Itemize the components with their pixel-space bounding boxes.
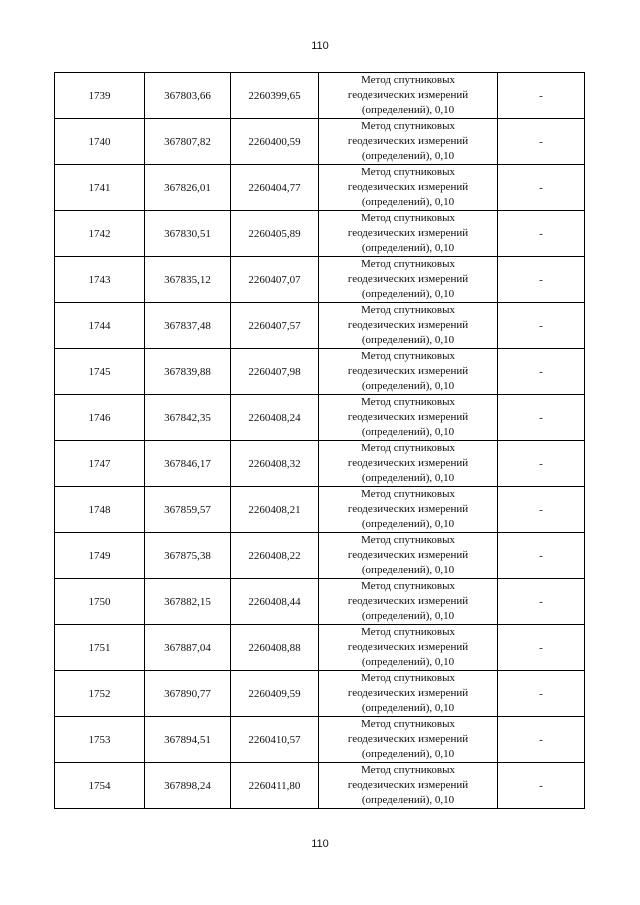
method-cell [319,579,498,625]
table-row [55,349,585,395]
point-number-cell: 1742 [55,211,145,257]
y-coordinate-cell: 2260411,80 [231,763,319,809]
x-coordinate-cell: 367842,35 [145,395,231,441]
method-cell [319,257,498,303]
table-row [55,303,585,349]
y-coordinate-cell: 2260408,21 [231,487,319,533]
method-cell [319,717,498,763]
point-number-cell: 1752 [55,671,145,717]
method-text: Метод спутниковых геодезических измерений (определений), 0,10 [347,718,469,760]
x-coordinate-cell: 367887,04 [145,625,231,671]
point-number-cell: 1748 [55,487,145,533]
point-number-cell: 1744 [55,303,145,349]
x-coordinate-cell: 367846,17 [145,441,231,487]
method-text: Метод спутниковых геодезических измерений (определений), 0,10 [347,396,469,438]
coordinates-table [54,72,585,809]
method-text: Метод спутниковых геодезических измерений (определений), 0,10 [347,74,469,116]
note-cell: - [498,487,585,533]
table-row [55,119,585,165]
method-cell [319,303,498,349]
method-cell [319,395,498,441]
point-number-cell: 1740 [55,119,145,165]
x-coordinate-cell: 367875,38 [145,533,231,579]
point-number-cell: 1747 [55,441,145,487]
x-coordinate-cell: 367835,12 [145,257,231,303]
note-cell: - [498,303,585,349]
y-coordinate-cell: 2260408,24 [231,395,319,441]
x-coordinate-cell: 367826,01 [145,165,231,211]
table-row [55,671,585,717]
method-cell [319,211,498,257]
point-number-cell: 1750 [55,579,145,625]
x-coordinate-cell: 367830,51 [145,211,231,257]
table-row [55,257,585,303]
table-row [55,763,585,809]
method-text: Метод спутниковых геодезических измерений (определений), 0,10 [347,442,469,484]
note-cell: - [498,625,585,671]
table-row [55,533,585,579]
table-row [55,73,585,119]
y-coordinate-cell: 2260408,88 [231,625,319,671]
note-cell: - [498,441,585,487]
point-number-cell: 1746 [55,395,145,441]
method-text: Метод спутниковых геодезических измерений (определений), 0,10 [347,764,469,806]
note-cell: - [498,257,585,303]
x-coordinate-cell: 367807,82 [145,119,231,165]
table-row [55,395,585,441]
note-cell: - [498,349,585,395]
method-text: Метод спутниковых геодезических измерений (определений), 0,10 [347,120,469,162]
y-coordinate-cell: 2260400,59 [231,119,319,165]
y-coordinate-cell: 2260407,07 [231,257,319,303]
y-coordinate-cell: 2260405,89 [231,211,319,257]
y-coordinate-cell: 2260407,98 [231,349,319,395]
method-cell [319,625,498,671]
coordinates-table-body [55,73,585,809]
point-number-cell: 1754 [55,763,145,809]
x-coordinate-cell: 367837,48 [145,303,231,349]
method-text: Метод спутниковых геодезических измерений (определений), 0,10 [347,626,469,668]
point-number-cell: 1739 [55,73,145,119]
method-cell [319,73,498,119]
point-number-cell: 1749 [55,533,145,579]
x-coordinate-cell: 367882,15 [145,579,231,625]
y-coordinate-cell: 2260409,59 [231,671,319,717]
method-text: Метод спутниковых геодезических измерений (определений), 0,10 [347,304,469,346]
method-cell [319,119,498,165]
note-cell: - [498,165,585,211]
y-coordinate-cell: 2260408,32 [231,441,319,487]
y-coordinate-cell: 2260408,44 [231,579,319,625]
x-coordinate-cell: 367859,57 [145,487,231,533]
note-cell: - [498,579,585,625]
method-text: Метод спутниковых геодезических измерений (определений), 0,10 [347,488,469,530]
method-text: Метод спутниковых геодезических измерений (определений), 0,10 [347,534,469,576]
method-text: Метод спутниковых геодезических измерений (определений), 0,10 [347,350,469,392]
table-row [55,441,585,487]
method-text: Метод спутниковых геодезических измерений (определений), 0,10 [347,672,469,714]
method-cell [319,533,498,579]
note-cell: - [498,533,585,579]
x-coordinate-cell: 367898,24 [145,763,231,809]
note-cell: - [498,119,585,165]
table-row [55,487,585,533]
x-coordinate-cell: 367894,51 [145,717,231,763]
point-number-cell: 1751 [55,625,145,671]
y-coordinate-cell: 2260410,57 [231,717,319,763]
y-coordinate-cell: 2260404,77 [231,165,319,211]
y-coordinate-cell: 2260407,57 [231,303,319,349]
table-row [55,165,585,211]
x-coordinate-cell: 367803,66 [145,73,231,119]
note-cell: - [498,73,585,119]
note-cell: - [498,395,585,441]
method-text: Метод спутниковых геодезических измерений (определений), 0,10 [347,580,469,622]
method-cell [319,671,498,717]
x-coordinate-cell: 367890,77 [145,671,231,717]
method-cell [319,441,498,487]
method-cell [319,349,498,395]
note-cell: - [498,717,585,763]
table-row [55,717,585,763]
method-cell [319,763,498,809]
point-number-cell: 1743 [55,257,145,303]
y-coordinate-cell: 2260408,22 [231,533,319,579]
page-number-top: 110 [311,40,329,52]
note-cell: - [498,211,585,257]
method-text: Метод спутниковых геодезических измерений (определений), 0,10 [347,166,469,208]
point-number-cell: 1745 [55,349,145,395]
method-text: Метод спутниковых геодезических измерений (определений), 0,10 [347,258,469,300]
note-cell: - [498,763,585,809]
x-coordinate-cell: 367839,88 [145,349,231,395]
point-number-cell: 1741 [55,165,145,211]
note-cell: - [498,671,585,717]
point-number-cell: 1753 [55,717,145,763]
page-number-bottom: 110 [311,838,329,850]
table-row [55,625,585,671]
table-row [55,579,585,625]
table-row [55,211,585,257]
method-text: Метод спутниковых геодезических измерений (определений), 0,10 [347,212,469,254]
y-coordinate-cell: 2260399,65 [231,73,319,119]
method-cell [319,487,498,533]
method-cell [319,165,498,211]
